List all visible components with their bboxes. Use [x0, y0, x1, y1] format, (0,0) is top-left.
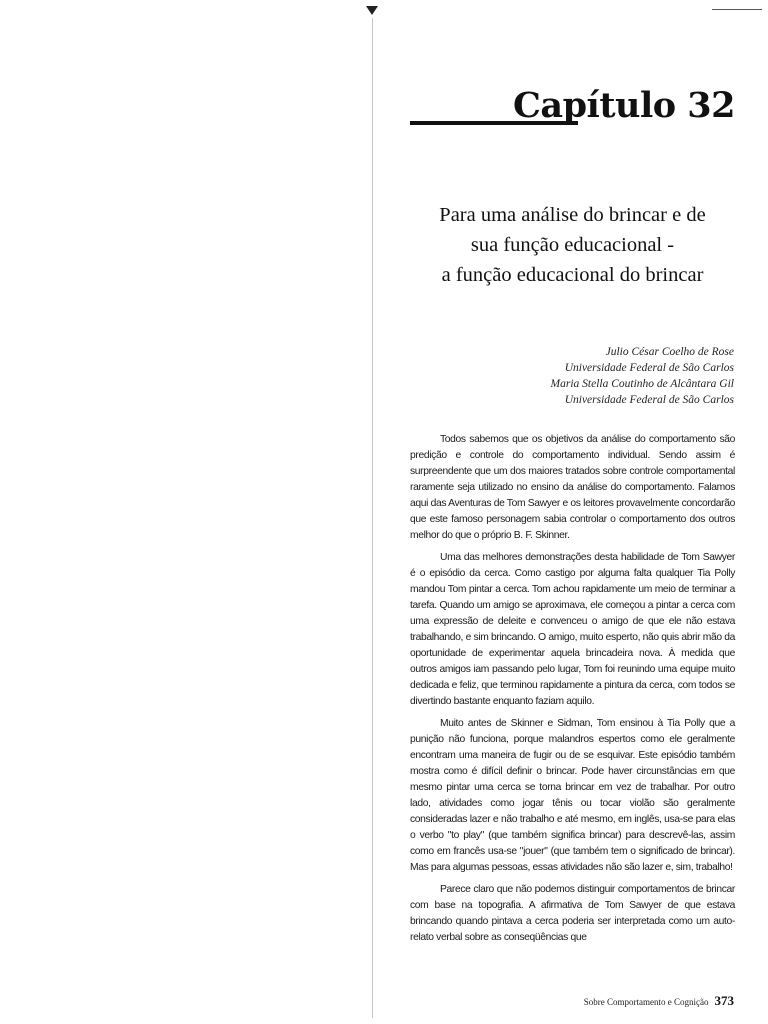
author-affiliation: Universidade Federal de São Carlos: [564, 394, 734, 406]
author-affiliation: Universidade Federal de São Carlos: [564, 362, 734, 374]
footer-journal: Sobre Comportamento e Cognição: [583, 997, 709, 1007]
body-paragraph: Parece claro que não podemos distinguir comportamentos de brincar com base na topografia. A afirmativa de Tom Sawyer de que estava brincando quando pintava a cerca poderia ser interpretada como um auto-relato verbal sobre as conseqüências que: [410, 884, 735, 943]
author-name: Maria Stella Coutinho de Alcântara Gil: [550, 378, 734, 390]
article-title-line: a função educacional do brincar: [441, 264, 704, 286]
body-paragraph: Todos sabemos que os objetivos da análise do comportamento são predição e controle do comportamento individual. Sendo assim é surpreendente que um dos maiores tratados sobre controle comportamental raramente seja utilizado no ensino da análise do comportamento. Falamos aqui das Aventuras de Tom Sawyer e os leitores provavelmente concordarão que este famoso personagem sabia controlar o comportamento dos outros melhor do que o próprio B. F. Skinner.: [410, 434, 735, 541]
page-footer: [584, 992, 734, 1010]
author-name: Julio César Coelho de Rose: [605, 346, 734, 358]
corner-rule: [712, 9, 762, 10]
article-title-line: Para uma análise do brincar e de: [439, 204, 706, 226]
author-block: [551, 344, 734, 408]
article-body: [410, 432, 735, 952]
body-paragraph: Muito antes de Skinner e Sidman, Tom ensinou à Tia Polly que a punição não funciona, porque malandros espertos como ele geralmente encontram uma maneira de fugir ou de se esquivar. Este episódio também mostra como é difícil definir o brincar. Pode haver circunstâncias em que mesmo pintar uma cerca se torna brincar em vez de trabalhar. Por outro lado, atividades como jogar tênis ou tocar violão são geralmente consideradas lazer e não trabalho e até mesmo, em inglês, usa-se para elas o verbo "to play" (que também significa brincar) para descrevê-las, assim como em francês usa-se "jouer" (que também tem o significado de brincar). Mas para algumas pessoas, essas atividades não são lazer e, sim, trabalho!: [410, 718, 735, 873]
left-page-blank: [0, 0, 368, 1024]
page-number: 373: [714, 993, 734, 1008]
triangle-marker-icon: [366, 6, 378, 15]
chapter-header: [410, 82, 735, 132]
body-paragraph: Uma das melhores demonstrações desta habilidade de Tom Sawyer é o episódio da cerca. Como castigo por alguma falta qualquer Tia Polly mandou Tom pintar a cerca. Tom achou rapidamente um meio de terminar a tarefa. Quando um amigo se aproximava, ele começou a pintar a cerca com uma expressão de deleite e convenceu o amigo de que ele não estava trabalhando, e sim brincando. O amigo, muito esperto, não quis abrir mão da oportunidade de experimentar aquela brincadeira nova. À medida que outros amigos iam passando pelo lugar, Tom foi reunindo uma equipe muito dedicada e feliz, que terminou rapidamente a pintura da cerca, com todos se divertindo bastante enquanto faziam aquilo.: [410, 552, 735, 707]
article-title: [400, 200, 745, 290]
page-gutter: [372, 18, 373, 1018]
chapter-title: Capítulo 32: [513, 85, 735, 126]
article-title-line: sua função educacional -: [470, 234, 675, 256]
